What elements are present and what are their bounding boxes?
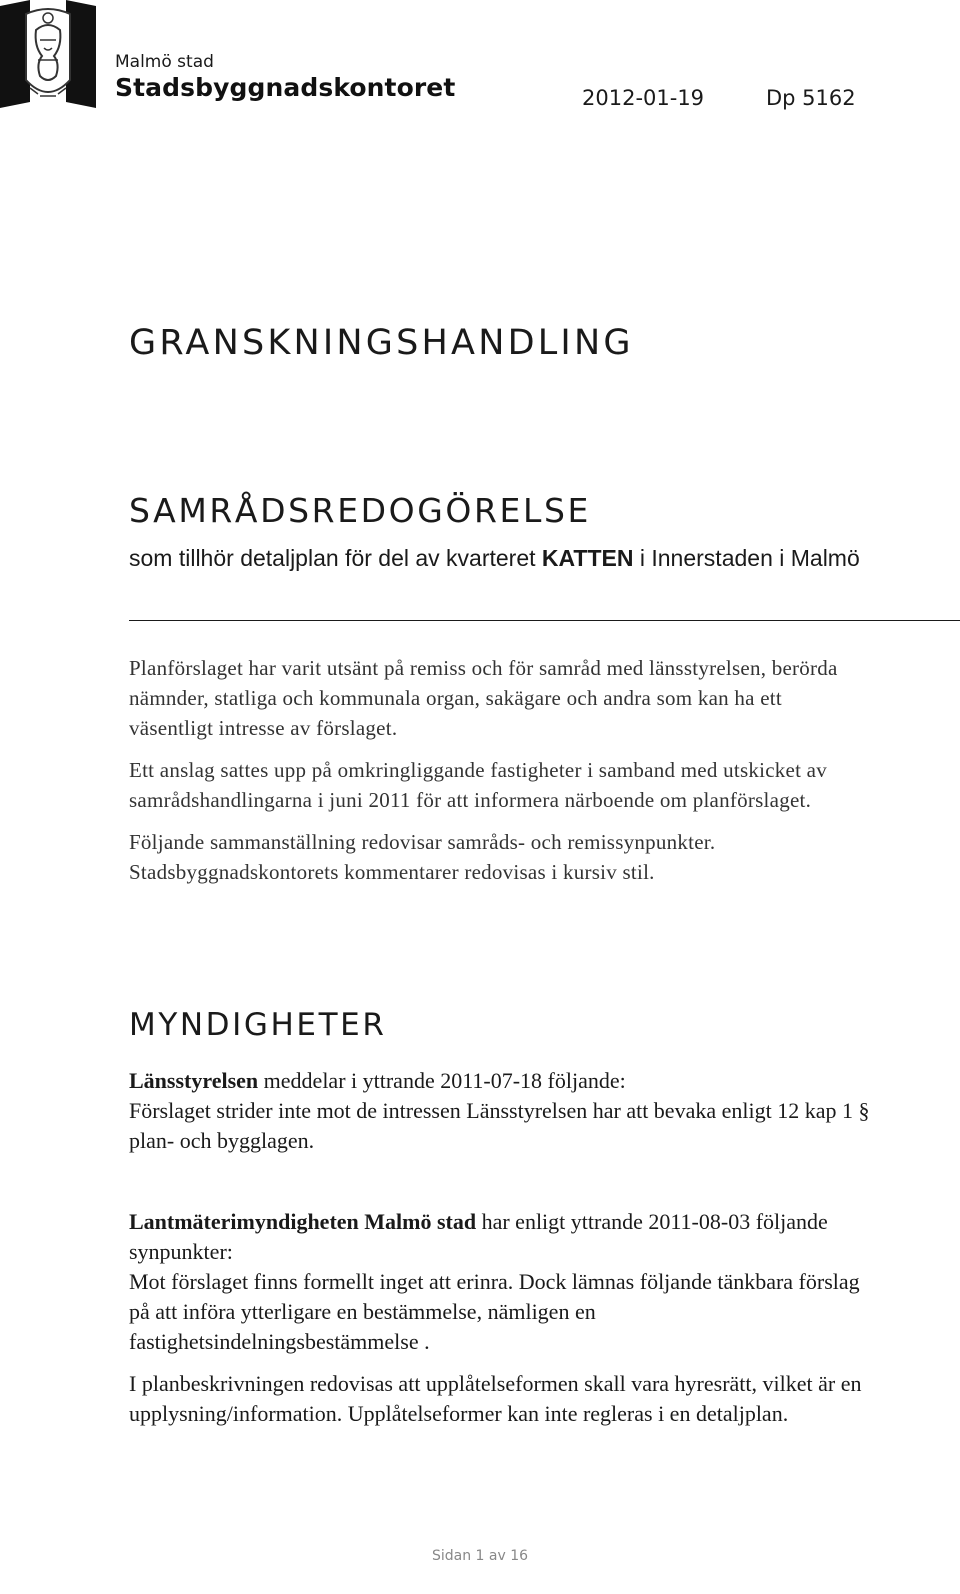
document-subtitle (129, 543, 909, 573)
title-divider (129, 620, 960, 621)
authority-statement: Förslaget strider inte mot de intressen Länsstyrelsen har att bevaka enligt 12 kap 1 § plan- och bygglagen. (129, 1098, 870, 1153)
intro-text (129, 653, 869, 899)
page-number: Sidan 1 av 16 (431, 1548, 529, 1564)
section-heading: MYNDIGHETER (129, 1007, 387, 1043)
authority-entry (129, 1207, 879, 1441)
authority-statement: Mot förslaget finns formellt inget att erinra. Dock lämnas följande tänkbara förslag på att införa ytterligare en bestämmelse, nämligen en fastighetsindelningsbestämmelse . (129, 1269, 860, 1354)
document-type: GRANSKNINGSHANDLING (129, 323, 634, 363)
authority-entry (129, 1066, 879, 1168)
subtitle-pre: som tillhör detaljplan för del av kvarteret (129, 545, 542, 571)
city-coat-of-arms-icon (0, 0, 96, 110)
intro-paragraph-1: Planförslaget har varit utsänt på remiss och för samråd med länsstyrelsen, berörda nämnder, statliga och kommunala organ, sakägare och andra som kan ha ett väsentligt intresse av förslaget. (129, 656, 838, 740)
plan-number: Dp 5162 (766, 86, 856, 110)
authority-name: Lantmäterimyndigheten Malmö stad (129, 1209, 477, 1234)
organization-block (115, 52, 455, 104)
authority-name: Länsstyrelsen (129, 1068, 259, 1093)
authority-lead-text: har enligt yttrande 2011-08-03 följande synpunkter: (129, 1209, 828, 1264)
authority-lead (129, 1066, 879, 1156)
document-title: SAMRÅDSREDOGÖRELSE (129, 491, 591, 530)
authority-statement: I planbeskrivningen redovisas att upplåtelseformen skall vara hyresrätt, vilket är en upplysning/information. Upplåtelseformer kan inte regleras i en detaljplan. (129, 1371, 862, 1426)
subtitle-post: i Innerstaden i Malmö (633, 545, 860, 571)
document-date: 2012-01-19 (582, 86, 705, 110)
authority-lead-text: meddelar i yttrande 2011-07-18 följande: (258, 1068, 626, 1093)
org-department: Stadsbyggnadskontoret (115, 73, 456, 102)
intro-paragraph-3: Följande sammanställning redovisar samråds- och remissynpunkter. Stadsbyggnadskontorets kommentarer redovisas i kursiv stil. (129, 830, 716, 884)
authority-lead (129, 1207, 879, 1357)
org-city: Malmö stad (115, 52, 214, 72)
intro-paragraph-2: Ett anslag sattes upp på omkringliggande fastigheter i samband med utskicket av samrådshandlingarna i juni 2011 för att informera närboende om planförslaget. (129, 758, 827, 812)
subtitle-block-name: KATTEN (541, 545, 634, 571)
